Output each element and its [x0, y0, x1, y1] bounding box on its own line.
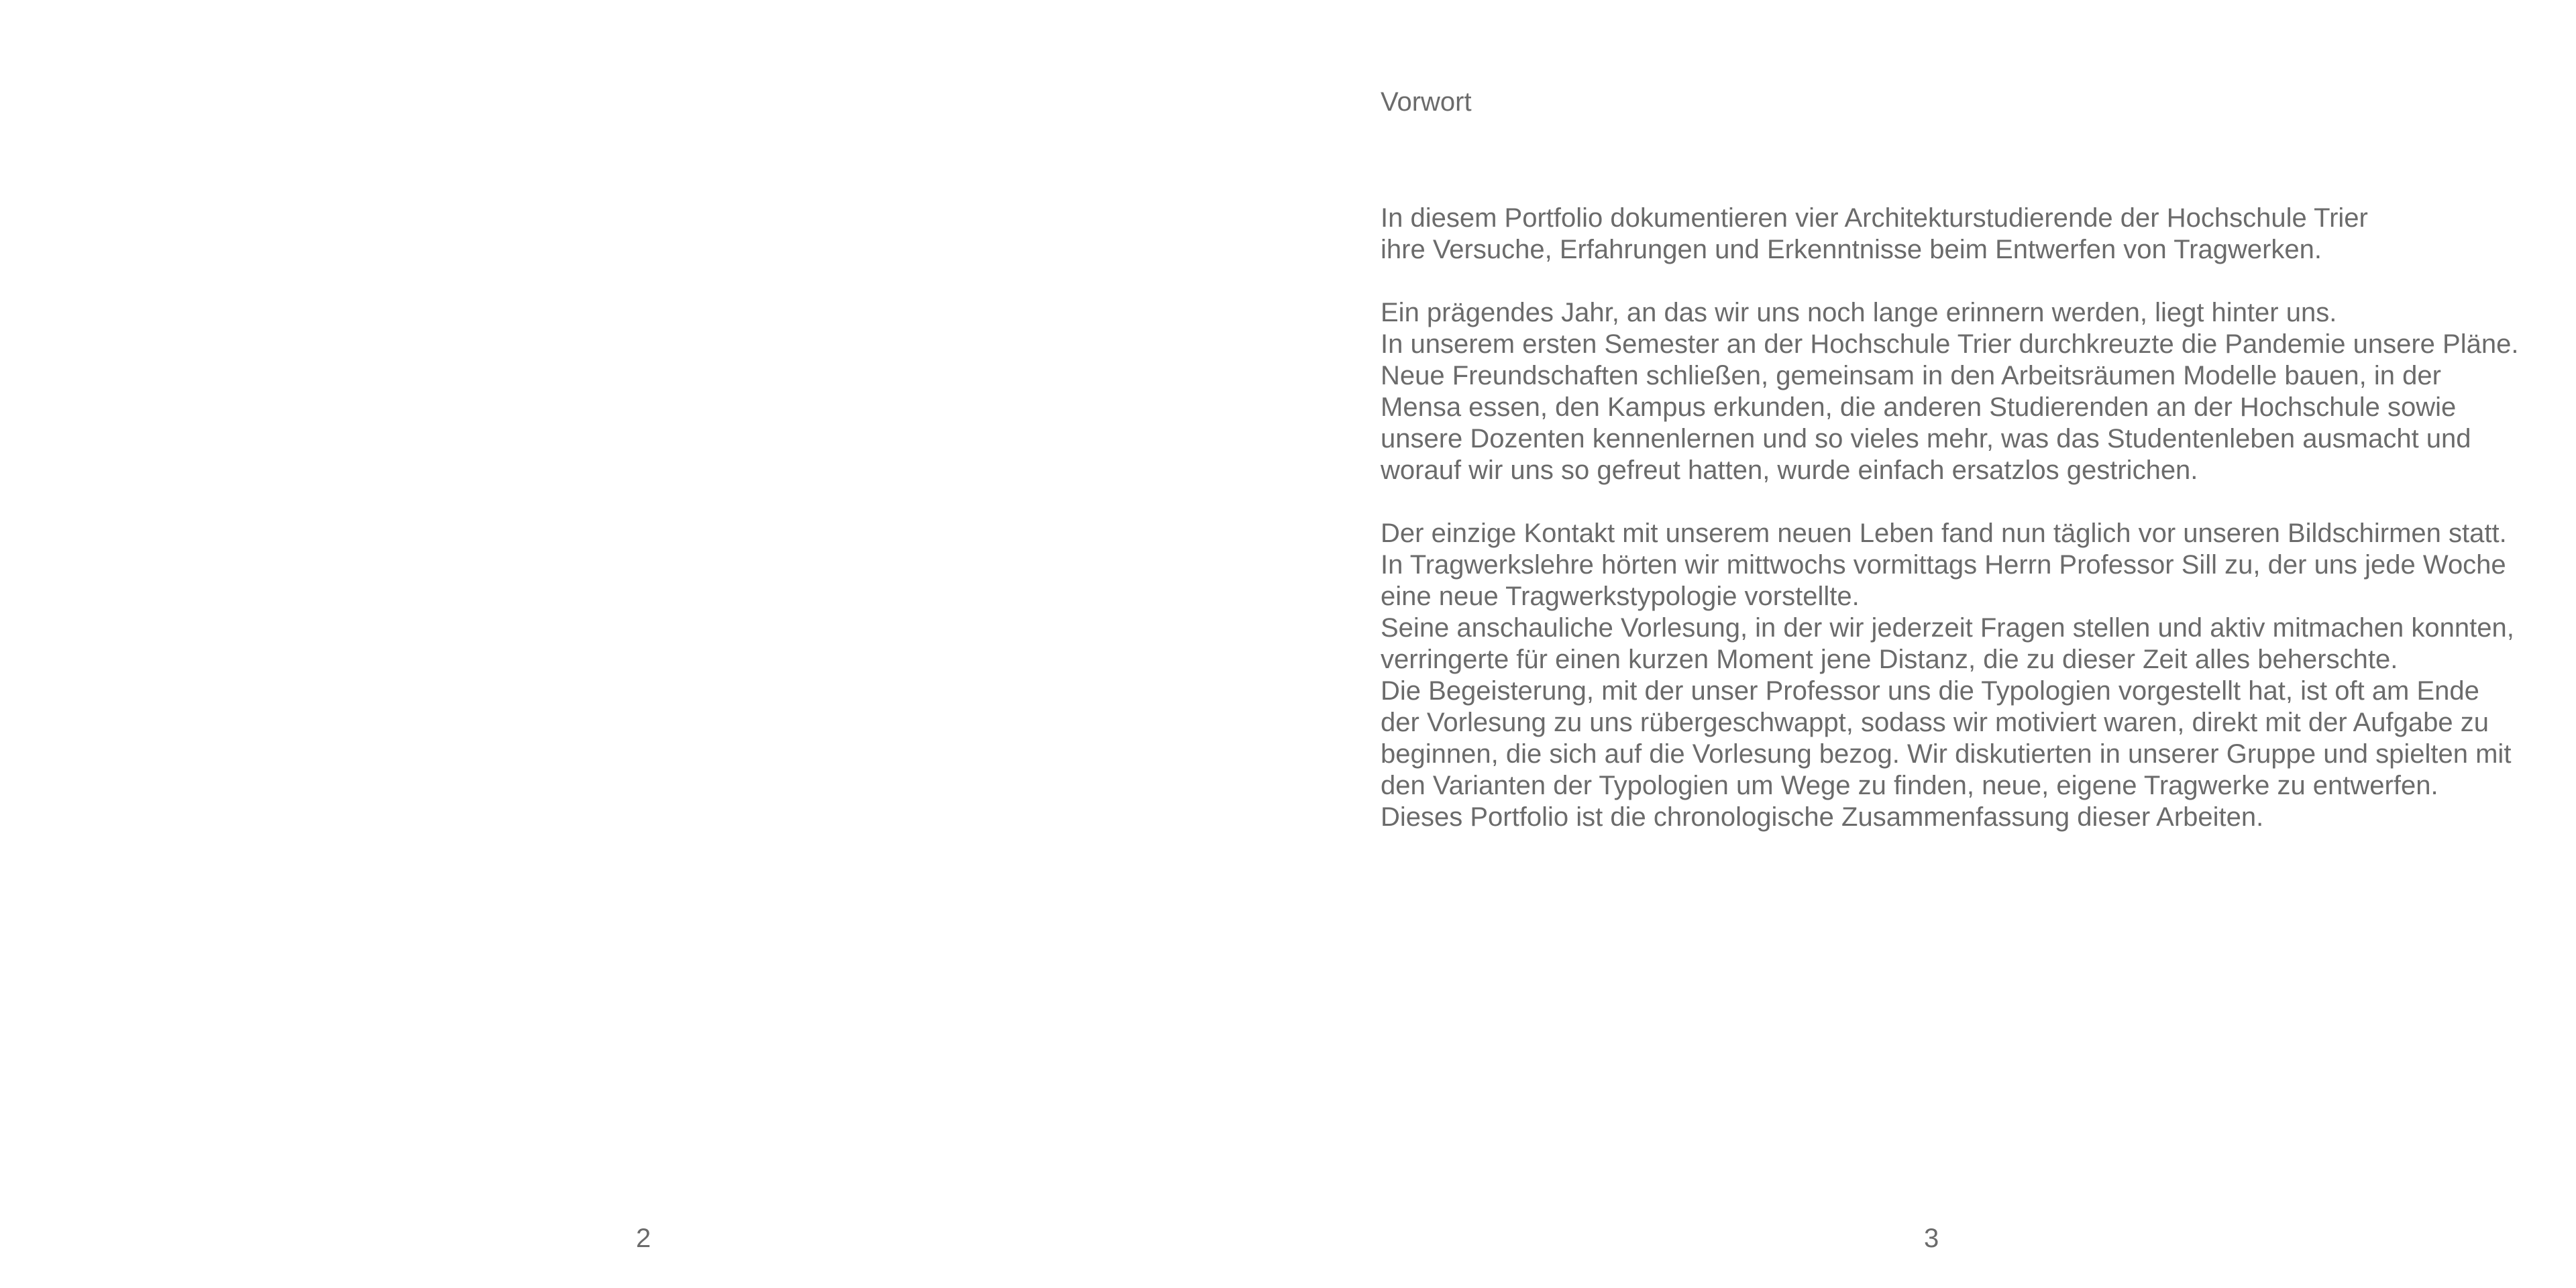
- text-line: In Tragwerkslehre hörten wir mittwochs vormittags Herrn Professor Sill zu, der uns jede Woche: [1381, 550, 2506, 580]
- text-line: Ein prägendes Jahr, an das wir uns noch lange erinnern werden, liegt hinter uns.: [1381, 298, 2337, 327]
- paragraph-intro: [1381, 203, 2548, 266]
- page-number-right: 3: [1924, 1224, 1939, 1253]
- page-heading: Vorwort: [1381, 87, 1472, 117]
- text-line: den Varianten der Typologien um Wege zu finden, neue, eigene Tragwerke zu entwerfen.: [1381, 771, 2438, 800]
- body-text: [1381, 203, 2548, 865]
- text-line: eine neue Tragwerkstypologie vorstellte.: [1381, 582, 1860, 611]
- text-line: verringerte für einen kurzen Moment jene Distanz, die zu dieser Zeit alles beherschte.: [1381, 645, 2398, 674]
- page-number-left: 2: [636, 1224, 651, 1253]
- text-line: In diesem Portfolio dokumentieren vier Architekturstudierende der Hochschule Trier: [1381, 203, 2368, 233]
- text-line: Dieses Portfolio ist die chronologische Zusammenfassung dieser Arbeiten.: [1381, 802, 2264, 832]
- text-line: worauf wir uns so gefreut hatten, wurde einfach ersatzlos gestrichen.: [1381, 455, 2198, 485]
- text-line: In unserem ersten Semester an der Hochschule Trier durchkreuzte die Pandemie unsere Pläne.: [1381, 329, 2519, 359]
- text-line: unsere Dozenten kennenlernen und so vieles mehr, was das Studentenleben ausmacht und: [1381, 424, 2471, 453]
- paragraph-year: [1381, 297, 2548, 486]
- text-line: Neue Freundschaften schließen, gemeinsam in den Arbeitsräumen Modelle bauen, in der: [1381, 361, 2441, 390]
- text-line: der Vorlesung zu uns rübergeschwappt, sodass wir motiviert waren, direkt mit der Aufgabe zu: [1381, 708, 2489, 737]
- text-line: ihre Versuche, Erfahrungen und Erkenntnisse beim Entwerfen von Tragwerken.: [1381, 235, 2322, 264]
- text-line: Der einzige Kontakt mit unserem neuen Leben fand nun täglich vor unseren Bildschirmen statt.: [1381, 519, 2507, 548]
- paragraph-lecture: [1381, 518, 2548, 833]
- right-page: [1288, 0, 2576, 1288]
- text-line: Mensa essen, den Kampus erkunden, die anderen Studierenden an der Hochschule sowie: [1381, 392, 2457, 422]
- text-line: Die Begeisterung, mit der unser Professor uns die Typologien vorgestellt hat, ist oft am Ende: [1381, 676, 2479, 706]
- text-line: Seine anschauliche Vorlesung, in der wir jederzeit Fragen stellen und aktiv mitmachen konnten,: [1381, 613, 2514, 643]
- text-line: beginnen, die sich auf die Vorlesung bezog. Wir diskutierten in unserer Gruppe und spielten mit: [1381, 739, 2512, 769]
